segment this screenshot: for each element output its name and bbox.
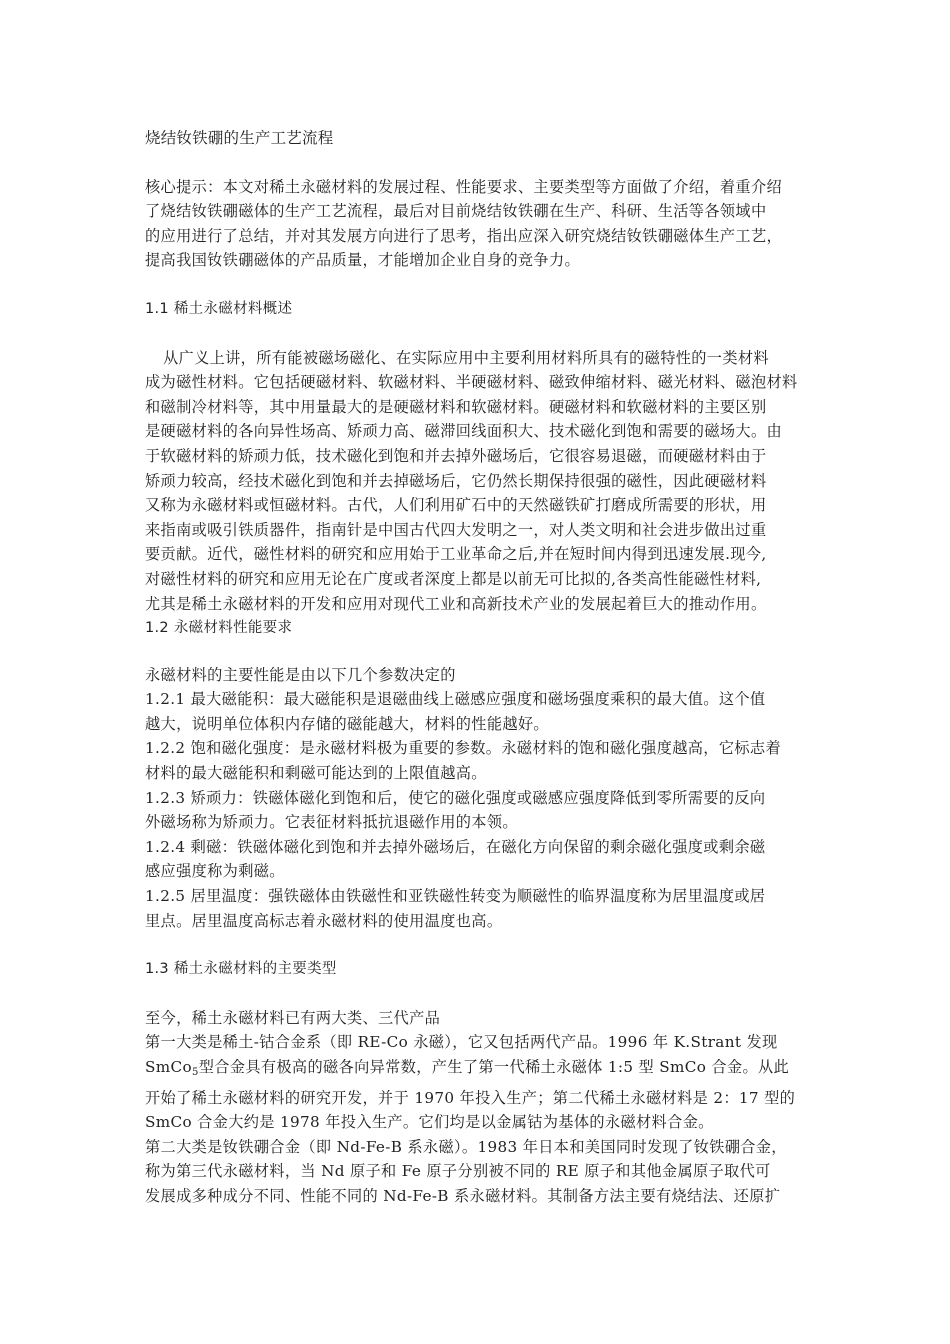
property-list	[145, 687, 815, 933]
text-line: 第二大类是钕铁硼合金（即 Nd-Fe-B 系永磁）。1983 年日本和美国同时发现了钕铁硼合金，	[145, 1137, 787, 1156]
text-line: 称为第三代永磁材料，当 Nd 原子和 Fe 原子分别被不同的 RE 原子和其他金属原子取代可	[145, 1162, 771, 1181]
text-line: 对磁性材料的研究和应用无论在广度或者深度上都是以前无可比拟的,各类高性能磁性材料,	[145, 569, 762, 588]
section-heading-1-3: 1.3 稀土永磁材料的主要类型	[145, 961, 337, 978]
list-item-line: 外磁场称为矫顽力。它表征材料抵抗退磁作用的本领。	[145, 813, 518, 832]
section-1-3-intro: 至今，稀土永磁材料已有两大类、三代产品	[145, 1008, 441, 1027]
text-line: 发展成多种成分不同、性能不同的 Nd-Fe-B 系永磁材料。其制备方法主要有烧结法、还原扩	[145, 1186, 781, 1205]
section-heading-1-2: 1.2 永磁材料性能要求	[145, 620, 293, 637]
document-page	[145, 126, 815, 1209]
section-1-3-paragraph-1	[145, 1030, 815, 1134]
text-line: 于软磁材料的矫顽力低，技术磁化到饱和并去掉外磁场后，它很容易退磁，而硬磁材料由于	[145, 446, 767, 465]
list-item-line: 1.2.1 最大磁能积：最大磁能积是退磁曲线上磁感应强度和磁场强度乘积的最大值。这个值	[145, 690, 766, 709]
section-heading-1-1: 1.1 稀土永磁材料概述	[145, 300, 293, 317]
list-item-line: 越大，说明单位体积内存储的磁能越大，材料的性能越好。	[145, 714, 549, 733]
text-line: 是硬磁材料的各向异性场高、矫顽力高、磁滞回线面积大、技术磁化到饱和需要的磁场大。由	[145, 422, 783, 441]
text-line: 的应用进行了总结，并对其发展方向进行了思考，指出应深入研究烧结钕铁硼磁体生产工艺，	[145, 226, 783, 245]
text-line: 成为磁性材料。它包括硬磁材料、软磁材料、半硬磁材料、磁致伸缩材料、磁光材料、磁泡材料	[145, 373, 798, 392]
list-item-line: 1.2.5 居里温度：强铁磁体由铁磁性和亚铁磁性转变为顺磁性的临界温度称为居里温度或居	[145, 887, 766, 906]
text-line: SmCo 合金大约是 1978 年投入生产。它们均是以金属钴为基体的永磁材料合金。	[145, 1113, 714, 1132]
text-line: 和磁制冷材料等，其中用量最大的是硬磁材料和软磁材料。硬磁材料和软磁材料的主要区别	[145, 397, 767, 416]
abstract-paragraph	[145, 175, 815, 273]
list-item-line: 1.2.4 剩磁：铁磁体磁化到饱和并去掉外磁场后，在磁化方向保留的剩余磁化强度或剩余磁	[145, 837, 766, 856]
formula-subscript: 5	[191, 1067, 199, 1078]
text-line: 开始了稀土永磁材料的研究开发，并于 1970 年投入生产；第二代稀土永磁材料是 2：17 型的	[145, 1088, 796, 1107]
list-item-line: 里点。居里温度高标志着永磁材料的使用温度也高。	[145, 911, 503, 930]
text-line: 来指南或吸引铁质器件，指南针是中国古代四大发明之一，对人类文明和社会进步做出过重	[145, 520, 767, 539]
text-line: 提高我国钕铁硼磁体的产品质量，才能增加企业自身的竞争力。	[145, 251, 581, 270]
document-title: 烧结钕铁硼的生产工艺流程	[145, 129, 334, 147]
section-1-1-paragraph	[145, 346, 815, 617]
text-line: 要贡献。近代，磁性材料的研究和应用始于工业革命之后,并在短时间内得到迅速发展.现今,	[145, 545, 767, 564]
list-item-line: 1.2.3 矫顽力：铁磁体磁化到饱和后，使它的磁化强度或磁感应强度降低到零所需要的反向	[145, 788, 766, 807]
text-line: 核心提示：本文对稀土永磁材料的发展过程、性能要求、主要类型等方面做了介绍，着重介绍	[145, 177, 783, 196]
text-line: 从广义上讲，所有能被磁场磁化、在实际应用中主要利用材料所具有的磁特性的一类材料	[163, 348, 769, 367]
list-item-line: 材料的最大磁能积和剩磁可能达到的上限值越高。	[145, 764, 487, 783]
section-1-3-paragraph-2	[145, 1135, 815, 1209]
text-line: 矫顽力较高，经技术磁化到饱和并去掉磁场后，它仍然长期保持很强的磁性，因此硬磁材料	[145, 471, 767, 490]
text-line: 尤其是稀土永磁材料的开发和应用对现代工业和高新技术产业的发展起着巨大的推动作用。	[145, 594, 767, 613]
section-1-2-intro: 永磁材料的主要性能是由以下几个参数决定的	[145, 665, 456, 684]
text-line	[145, 1055, 815, 1086]
text-line: 第一大类是稀土-钴合金系（即 RE-Co 永磁），它又包括两代产品。1996 年 K.Strant 发现	[145, 1033, 778, 1052]
text-line: 了烧结钕铁硼磁体的生产工艺流程，最后对目前烧结钕铁硼在生产、科研、生活等各领域中	[145, 202, 767, 221]
list-item-line: 感应强度称为剩磁。	[145, 862, 285, 881]
list-item-line: 1.2.2 饱和磁化强度：是永磁材料极为重要的参数。永磁材料的饱和磁化强度越高，它标志着	[145, 739, 781, 758]
text-line: 又称为永磁材料或恒磁材料。古代，人们利用矿石中的天然磁铁矿打磨成所需要的形状，用	[145, 496, 767, 515]
text-span: 型合金具有极高的磁各向异常数，产生了第一代稀土永磁体 1:5 型 SmCo 合金。从此	[198, 1058, 790, 1076]
formula-smco: SmCo	[145, 1058, 192, 1076]
